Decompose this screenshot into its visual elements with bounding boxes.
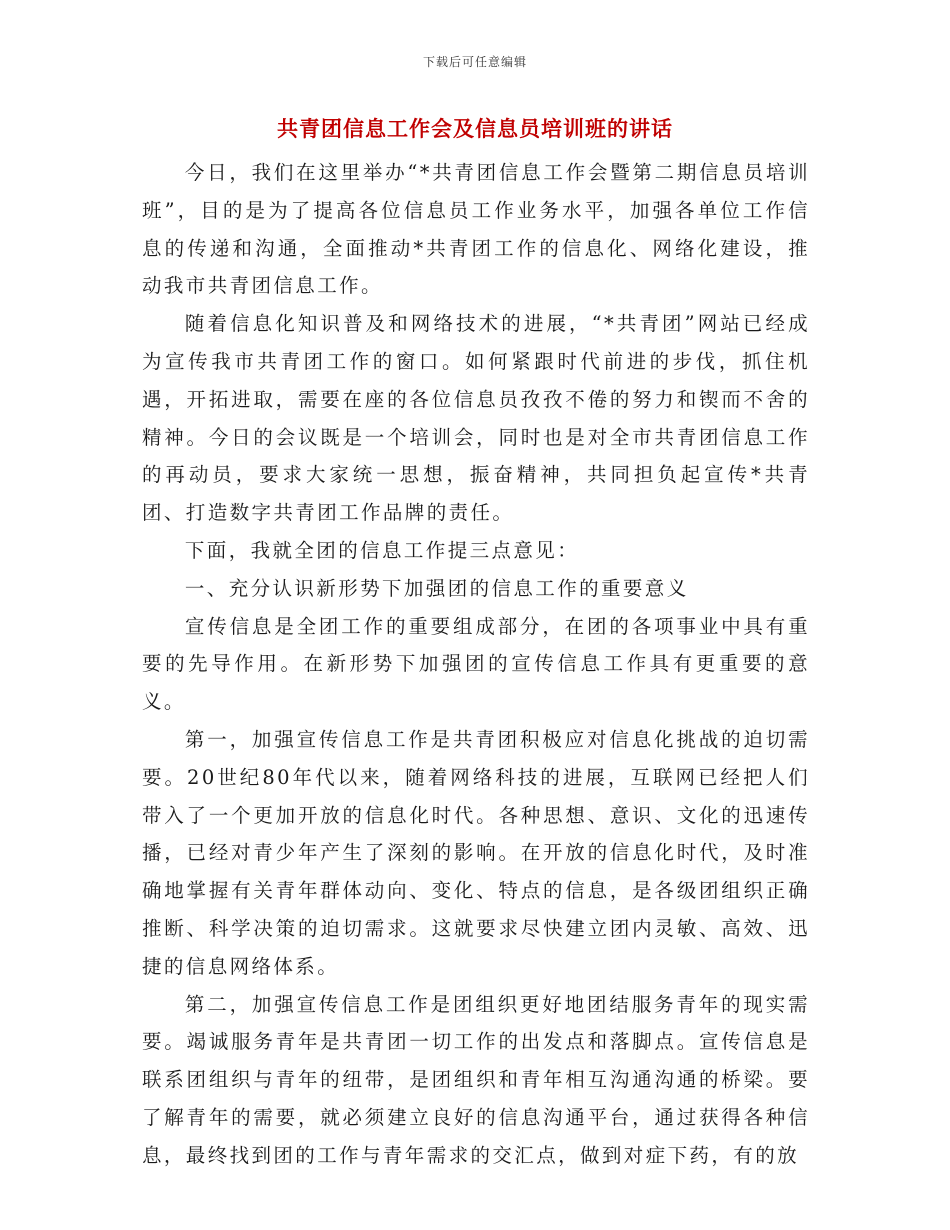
- paragraph: 下面，我就全团的信息工作提三点意见：: [184, 538, 580, 562]
- paragraph: 宣传信息是全团工作的重要组成部分，在团的各项事业中具有重要的先导作用。在新形势下加强团的宣传信息工作具有更重要的意义。: [142, 614, 810, 714]
- document-title: 共青团信息工作会及信息员培训班的讲话: [277, 117, 673, 141]
- paragraph: 今日，我们在这里举办“*共青团信息工作会暨第二期信息员培训班”，目的是为了提高各位信息员工作业务水平，加强各单位工作信息的传递和沟通，全面推动*共青团工作的信息化、网络化建设，推动我市共青团信息工作。: [142, 161, 810, 298]
- document-body: [142, 154, 810, 1175]
- paragraph: 随着信息化知识普及和网络技术的进展，“*共青团”网站已经成为宣传我市共青团工作的窗口。如何紧跟时代前进的步伐，抓住机遇，开拓进取，需要在座的各位信息员孜孜不倦的努力和锲而不舍的精神。今日的会议既是一个培训会，同时也是对全市共青团信息工作的再动员，要求大家统一思想，振奋精神，共同担负起宣传*共青团、打造数字共青团工作品牌的责任。: [142, 312, 810, 525]
- paragraph: 第二，加强宣传信息工作是团组织更好地团结服务青年的现实需要。竭诚服务青年是共青团一切工作的出发点和落脚点。宣传信息是联系团组织与青年的纽带，是团组织和青年相互沟通沟通的桥梁。要了解青年的需要，就必须建立良好的信息沟通平台，通过获得各种信息，最终找到团的工作与青年需求的交汇点，做到对症下药，有的放: [142, 992, 810, 1167]
- header-note: 下载后可任意编辑: [422, 55, 527, 69]
- paragraph: 第一，加强宣传信息工作是共青团积极应对信息化挑战的迫切需要。20世纪80年代以来，随着网络科技的进展，互联网已经把人们带入了一个更加开放的信息化时代。各种思想、意识、文化的迅速传播，已经对青少年产生了深刻的影响。在开放的信息化时代，及时准确地掌握有关青年群体动向、变化、特点的信息，是各级团组织正确推断、科学决策的迫切需求。这就要求尽快建立团内灵敏、高效、迅捷的信息网络体系。: [142, 727, 810, 978]
- section-heading: 一、充分认识新形势下加强团的信息工作的重要意义: [184, 576, 689, 600]
